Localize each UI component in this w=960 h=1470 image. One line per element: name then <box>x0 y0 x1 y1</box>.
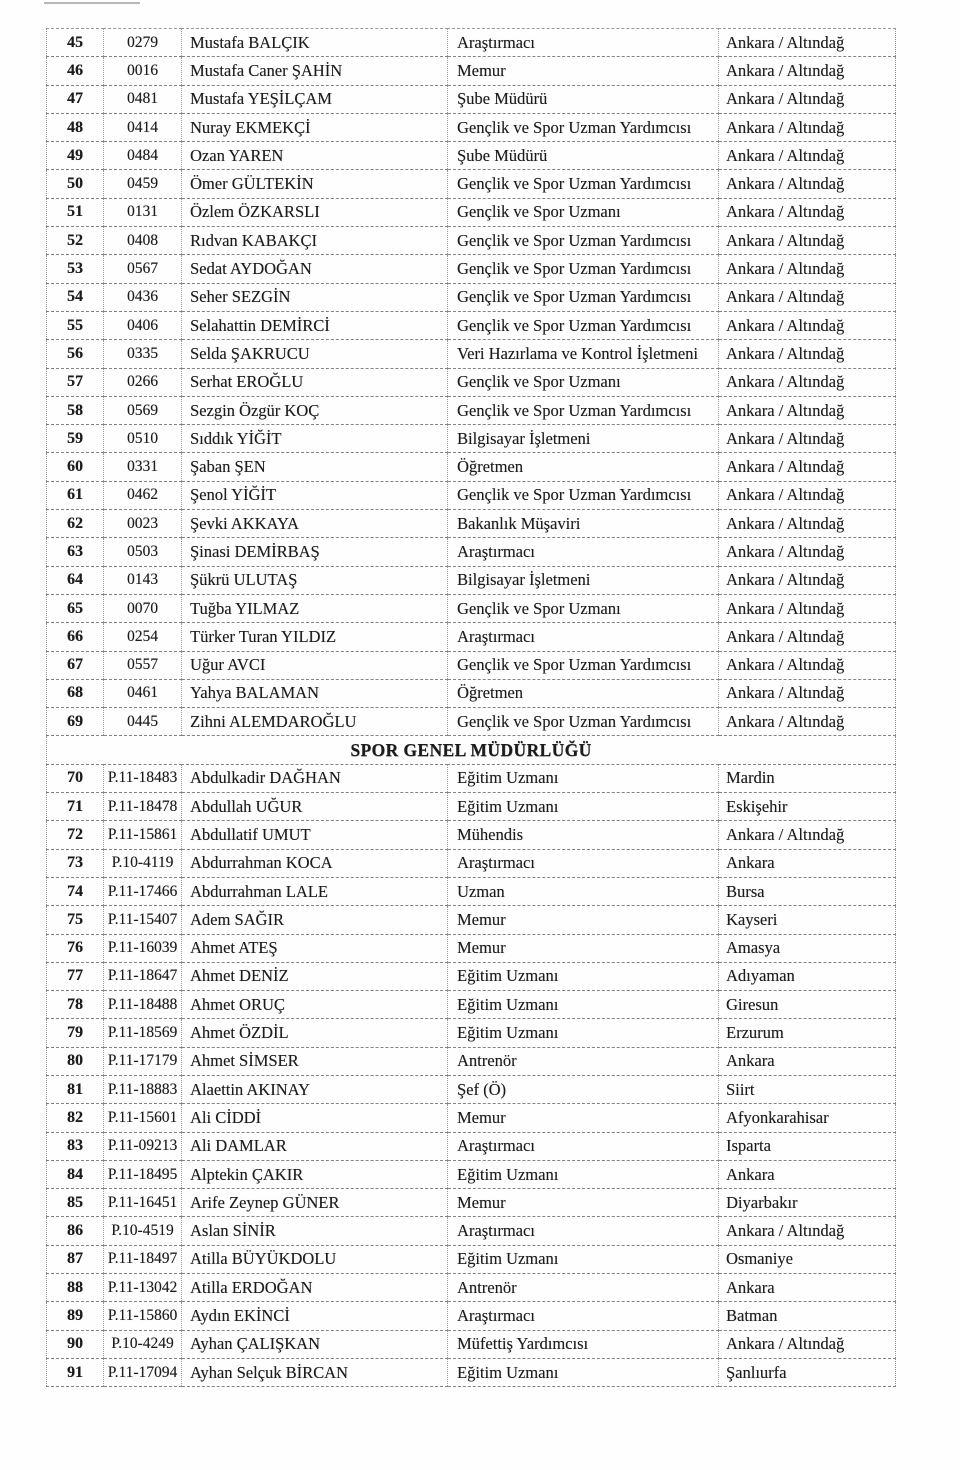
table-row <box>47 227 896 255</box>
person-name-cell: Mustafa YEŞİLÇAM <box>182 85 448 113</box>
job-title-cell: Eğitim Uzmanı <box>448 991 719 1019</box>
location-cell: Ankara / Altındağ <box>719 708 896 736</box>
table-row <box>47 877 896 905</box>
row-number-cell: 72 <box>47 821 104 849</box>
job-title-cell: Şef (Ö) <box>448 1075 719 1103</box>
registry-code-cell: 0406 <box>104 311 182 339</box>
job-title-cell: Öğretmen <box>448 453 719 481</box>
registry-code-cell: 0254 <box>104 623 182 651</box>
person-name-cell: Arife Zeynep GÜNER <box>182 1189 448 1217</box>
person-name-cell: Rıdvan KABAKÇI <box>182 227 448 255</box>
location-cell: Kayseri <box>719 906 896 934</box>
table-body <box>47 29 896 1387</box>
person-name-cell: Ahmet ORUÇ <box>182 991 448 1019</box>
person-name-cell: Şükrü ULUTAŞ <box>182 566 448 594</box>
location-cell: Ankara / Altındağ <box>719 396 896 424</box>
registry-code-cell: P.11-16451 <box>104 1189 182 1217</box>
person-name-cell: Yahya BALAMAN <box>182 679 448 707</box>
table-row <box>47 566 896 594</box>
table-row <box>47 85 896 113</box>
person-name-cell: Ayhan Selçuk BİRCAN <box>182 1358 448 1386</box>
registry-code-cell: P.11-15407 <box>104 906 182 934</box>
registry-code-cell: P.11-13042 <box>104 1274 182 1302</box>
location-cell: Ankara / Altındağ <box>719 340 896 368</box>
location-cell: Isparta <box>719 1132 896 1160</box>
location-cell: Osmaniye <box>719 1245 896 1273</box>
location-cell: Ankara / Altındağ <box>719 594 896 622</box>
location-cell: Ankara / Altındağ <box>719 425 896 453</box>
location-cell: Ankara / Altındağ <box>719 29 896 57</box>
registry-code-cell: P.11-17179 <box>104 1047 182 1075</box>
registry-code-cell: 0481 <box>104 85 182 113</box>
person-name-cell: Abdullah UĞUR <box>182 793 448 821</box>
location-cell: Ankara <box>719 1047 896 1075</box>
person-name-cell: Atilla ERDOĞAN <box>182 1274 448 1302</box>
table-row <box>47 1245 896 1273</box>
job-title-cell: Eğitim Uzmanı <box>448 1019 719 1047</box>
row-number-cell: 75 <box>47 906 104 934</box>
row-number-cell: 62 <box>47 510 104 538</box>
registry-code-cell: P.11-18883 <box>104 1075 182 1103</box>
row-number-cell: 65 <box>47 594 104 622</box>
registry-code-cell: 0023 <box>104 510 182 538</box>
registry-code-cell: 0016 <box>104 57 182 85</box>
location-cell: Ankara / Altındağ <box>719 821 896 849</box>
location-cell: Ankara / Altındağ <box>719 113 896 141</box>
person-name-cell: Atilla BÜYÜKDOLU <box>182 1245 448 1273</box>
row-number-cell: 45 <box>47 29 104 57</box>
row-number-cell: 71 <box>47 793 104 821</box>
table-row <box>47 198 896 226</box>
location-cell: Ankara / Altındağ <box>719 1330 896 1358</box>
job-title-cell: Araştırmacı <box>448 538 719 566</box>
job-title-cell: Mühendis <box>448 821 719 849</box>
registry-code-cell: P.11-18478 <box>104 793 182 821</box>
person-name-cell: Ali CİDDİ <box>182 1104 448 1132</box>
row-number-cell: 78 <box>47 991 104 1019</box>
registry-code-cell: 0131 <box>104 198 182 226</box>
table-row <box>47 651 896 679</box>
row-number-cell: 76 <box>47 934 104 962</box>
row-number-cell: 68 <box>47 679 104 707</box>
person-name-cell: Ali DAMLAR <box>182 1132 448 1160</box>
row-number-cell: 89 <box>47 1302 104 1330</box>
registry-code-cell: P.11-17466 <box>104 877 182 905</box>
job-title-cell: Gençlik ve Spor Uzmanı <box>448 368 719 396</box>
person-name-cell: Ahmet DENİZ <box>182 962 448 990</box>
registry-code-cell: 0279 <box>104 29 182 57</box>
table-row <box>47 1047 896 1075</box>
table-row <box>47 934 896 962</box>
table-row <box>47 708 896 736</box>
location-cell: Ankara <box>719 849 896 877</box>
person-name-cell: Adem SAĞIR <box>182 906 448 934</box>
person-name-cell: Aydın EKİNCİ <box>182 1302 448 1330</box>
person-name-cell: Alptekin ÇAKIR <box>182 1160 448 1188</box>
table-row <box>47 283 896 311</box>
person-name-cell: Abdurrahman LALE <box>182 877 448 905</box>
person-name-cell: Ömer GÜLTEKİN <box>182 170 448 198</box>
location-cell: Ankara / Altındağ <box>719 311 896 339</box>
job-title-cell: Memur <box>448 57 719 85</box>
registry-code-cell: 0335 <box>104 340 182 368</box>
table-row <box>47 113 896 141</box>
location-cell: Ankara / Altındağ <box>719 1217 896 1245</box>
table-row <box>47 623 896 651</box>
table-row <box>47 170 896 198</box>
row-number-cell: 48 <box>47 113 104 141</box>
person-name-cell: Zihni ALEMDAROĞLU <box>182 708 448 736</box>
row-number-cell: 70 <box>47 764 104 792</box>
location-cell: Ankara / Altındağ <box>719 651 896 679</box>
person-name-cell: Mustafa BALÇIK <box>182 29 448 57</box>
person-name-cell: Ozan YAREN <box>182 142 448 170</box>
table-row <box>47 821 896 849</box>
job-title-cell: Eğitim Uzmanı <box>448 962 719 990</box>
table-row <box>47 1160 896 1188</box>
job-title-cell: Gençlik ve Spor Uzman Yardımcısı <box>448 651 719 679</box>
location-cell: Ankara / Altındağ <box>719 57 896 85</box>
job-title-cell: Gençlik ve Spor Uzmanı <box>448 198 719 226</box>
registry-code-cell: 0414 <box>104 113 182 141</box>
person-name-cell: Selda ŞAKRUCU <box>182 340 448 368</box>
person-name-cell: Şevki AKKAYA <box>182 510 448 538</box>
job-title-cell: Araştırmacı <box>448 849 719 877</box>
table-row <box>47 991 896 1019</box>
row-number-cell: 74 <box>47 877 104 905</box>
table-row <box>47 906 896 934</box>
table-row <box>47 1302 896 1330</box>
location-cell: Ankara / Altındağ <box>719 510 896 538</box>
person-name-cell: Ahmet ÖZDİL <box>182 1019 448 1047</box>
job-title-cell: Veri Hazırlama ve Kontrol İşletmeni <box>448 340 719 368</box>
location-cell: Ankara / Altındağ <box>719 227 896 255</box>
person-name-cell: Türker Turan YILDIZ <box>182 623 448 651</box>
row-number-cell: 52 <box>47 227 104 255</box>
person-name-cell: Şaban ŞEN <box>182 453 448 481</box>
row-number-cell: 50 <box>47 170 104 198</box>
row-number-cell: 51 <box>47 198 104 226</box>
location-cell: Ankara / Altındağ <box>719 198 896 226</box>
row-number-cell: 87 <box>47 1245 104 1273</box>
table-row <box>47 142 896 170</box>
table-row <box>47 793 896 821</box>
registry-code-cell: 0445 <box>104 708 182 736</box>
job-title-cell: Araştırmacı <box>448 1132 719 1160</box>
registry-code-cell: 0569 <box>104 396 182 424</box>
location-cell: Adıyaman <box>719 962 896 990</box>
registry-code-cell: P.10-4119 <box>104 849 182 877</box>
table-row <box>47 679 896 707</box>
row-number-cell: 56 <box>47 340 104 368</box>
table-row <box>47 311 896 339</box>
job-title-cell: Gençlik ve Spor Uzman Yardımcısı <box>448 481 719 509</box>
registry-code-cell: 0484 <box>104 142 182 170</box>
location-cell: Eskişehir <box>719 793 896 821</box>
table-row <box>47 1274 896 1302</box>
location-cell: Ankara / Altındağ <box>719 566 896 594</box>
job-title-cell: Gençlik ve Spor Uzman Yardımcısı <box>448 170 719 198</box>
row-number-cell: 73 <box>47 849 104 877</box>
location-cell: Ankara / Altındağ <box>719 538 896 566</box>
row-number-cell: 66 <box>47 623 104 651</box>
job-title-cell: Gençlik ve Spor Uzman Yardımcısı <box>448 708 719 736</box>
row-number-cell: 67 <box>47 651 104 679</box>
row-number-cell: 53 <box>47 255 104 283</box>
table-row <box>47 425 896 453</box>
job-title-cell: Memur <box>448 906 719 934</box>
job-title-cell: Eğitim Uzmanı <box>448 1245 719 1273</box>
job-title-cell: Uzman <box>448 877 719 905</box>
registry-code-cell: P.11-18495 <box>104 1160 182 1188</box>
registry-code-cell: P.11-17094 <box>104 1358 182 1386</box>
table-row <box>47 481 896 509</box>
table-row <box>47 1189 896 1217</box>
location-cell: Bursa <box>719 877 896 905</box>
person-name-cell: Abdurrahman KOCA <box>182 849 448 877</box>
job-title-cell: Bilgisayar İşletmeni <box>448 425 719 453</box>
registry-code-cell: 0266 <box>104 368 182 396</box>
job-title-cell: Araştırmacı <box>448 29 719 57</box>
registry-code-cell: P.11-09213 <box>104 1132 182 1160</box>
location-cell: Erzurum <box>719 1019 896 1047</box>
table-row <box>47 1358 896 1386</box>
registry-code-cell: P.11-18647 <box>104 962 182 990</box>
job-title-cell: Memur <box>448 1189 719 1217</box>
table-row <box>47 1019 896 1047</box>
row-number-cell: 49 <box>47 142 104 170</box>
table-row <box>47 368 896 396</box>
table-row <box>47 1132 896 1160</box>
table-row <box>47 1104 896 1132</box>
location-cell: Mardin <box>719 764 896 792</box>
row-number-cell: 54 <box>47 283 104 311</box>
table-row <box>47 1330 896 1358</box>
registry-code-cell: P.11-18569 <box>104 1019 182 1047</box>
job-title-cell: Bilgisayar İşletmeni <box>448 566 719 594</box>
row-number-cell: 79 <box>47 1019 104 1047</box>
person-name-cell: Alaettin AKINAY <box>182 1075 448 1103</box>
row-number-cell: 47 <box>47 85 104 113</box>
person-name-cell: Ahmet SİMSER <box>182 1047 448 1075</box>
job-title-cell: Gençlik ve Spor Uzman Yardımcısı <box>448 283 719 311</box>
job-title-cell: Antrenör <box>448 1274 719 1302</box>
location-cell: Ankara / Altındağ <box>719 142 896 170</box>
row-number-cell: 63 <box>47 538 104 566</box>
table-row <box>47 453 896 481</box>
location-cell: Ankara / Altındağ <box>719 453 896 481</box>
job-title-cell: Eğitim Uzmanı <box>448 1160 719 1188</box>
table-row <box>47 594 896 622</box>
job-title-cell: Şube Müdürü <box>448 142 719 170</box>
person-name-cell: Aslan SİNİR <box>182 1217 448 1245</box>
registry-code-cell: P.10-4519 <box>104 1217 182 1245</box>
job-title-cell: Eğitim Uzmanı <box>448 793 719 821</box>
table-row <box>47 849 896 877</box>
registry-code-cell: 0461 <box>104 679 182 707</box>
location-cell: Ankara / Altındağ <box>719 679 896 707</box>
row-number-cell: 57 <box>47 368 104 396</box>
section-header-row <box>47 736 896 764</box>
registry-code-cell: P.11-15860 <box>104 1302 182 1330</box>
registry-code-cell: P.11-15861 <box>104 821 182 849</box>
row-number-cell: 55 <box>47 311 104 339</box>
table-row <box>47 764 896 792</box>
job-title-cell: Memur <box>448 934 719 962</box>
location-cell: Afyonkarahisar <box>719 1104 896 1132</box>
row-number-cell: 91 <box>47 1358 104 1386</box>
registry-code-cell: 0070 <box>104 594 182 622</box>
registry-code-cell: P.10-4249 <box>104 1330 182 1358</box>
person-name-cell: Seher SEZGİN <box>182 283 448 311</box>
job-title-cell: Antrenör <box>448 1047 719 1075</box>
location-cell: Giresun <box>719 991 896 1019</box>
registry-code-cell: 0331 <box>104 453 182 481</box>
registry-code-cell: 0567 <box>104 255 182 283</box>
table-row <box>47 396 896 424</box>
person-name-cell: Sezgin Özgür KOÇ <box>182 396 448 424</box>
person-name-cell: Selahattin DEMİRCİ <box>182 311 448 339</box>
person-name-cell: Serhat EROĞLU <box>182 368 448 396</box>
row-number-cell: 83 <box>47 1132 104 1160</box>
registry-code-cell: 0436 <box>104 283 182 311</box>
job-title-cell: Gençlik ve Spor Uzman Yardımcısı <box>448 113 719 141</box>
registry-code-cell: P.11-18488 <box>104 991 182 1019</box>
row-number-cell: 64 <box>47 566 104 594</box>
person-name-cell: Şinasi DEMİRBAŞ <box>182 538 448 566</box>
person-name-cell: Sıddık YİĞİT <box>182 425 448 453</box>
job-title-cell: Araştırmacı <box>448 1302 719 1330</box>
location-cell: Ankara / Altındağ <box>719 85 896 113</box>
location-cell: Ankara / Altındağ <box>719 255 896 283</box>
table-row <box>47 255 896 283</box>
job-title-cell: Eğitim Uzmanı <box>448 764 719 792</box>
location-cell: Amasya <box>719 934 896 962</box>
person-name-cell: Abdullatif UMUT <box>182 821 448 849</box>
row-number-cell: 69 <box>47 708 104 736</box>
row-number-cell: 84 <box>47 1160 104 1188</box>
job-title-cell: Gençlik ve Spor Uzmanı <box>448 594 719 622</box>
registry-code-cell: 0503 <box>104 538 182 566</box>
location-cell: Ankara / Altındağ <box>719 623 896 651</box>
job-title-cell: Gençlik ve Spor Uzman Yardımcısı <box>448 396 719 424</box>
job-title-cell: Öğretmen <box>448 679 719 707</box>
location-cell: Ankara / Altındağ <box>719 368 896 396</box>
row-number-cell: 90 <box>47 1330 104 1358</box>
row-number-cell: 58 <box>47 396 104 424</box>
job-title-cell: Gençlik ve Spor Uzman Yardımcısı <box>448 255 719 283</box>
registry-code-cell: P.11-15601 <box>104 1104 182 1132</box>
person-name-cell: Mustafa Caner ŞAHİN <box>182 57 448 85</box>
person-name-cell: Nuray EKMEKÇİ <box>182 113 448 141</box>
job-title-cell: Gençlik ve Spor Uzman Yardımcısı <box>448 227 719 255</box>
table-row <box>47 538 896 566</box>
table-row <box>47 962 896 990</box>
location-cell: Şanlıurfa <box>719 1358 896 1386</box>
table-row <box>47 57 896 85</box>
person-name-cell: Ahmet ATEŞ <box>182 934 448 962</box>
row-number-cell: 82 <box>47 1104 104 1132</box>
registry-code-cell: P.11-18483 <box>104 764 182 792</box>
registry-code-cell: P.11-16039 <box>104 934 182 962</box>
personnel-table <box>46 28 896 1387</box>
row-number-cell: 59 <box>47 425 104 453</box>
job-title-cell: Bakanlık Müşaviri <box>448 510 719 538</box>
registry-code-cell: P.11-18497 <box>104 1245 182 1273</box>
person-name-cell: Özlem ÖZKARSLI <box>182 198 448 226</box>
location-cell: Ankara / Altındağ <box>719 481 896 509</box>
location-cell: Diyarbakır <box>719 1189 896 1217</box>
job-title-cell: Gençlik ve Spor Uzman Yardımcısı <box>448 311 719 339</box>
row-number-cell: 81 <box>47 1075 104 1103</box>
job-title-cell: Şube Müdürü <box>448 85 719 113</box>
row-number-cell: 61 <box>47 481 104 509</box>
person-name-cell: Şenol YİĞİT <box>182 481 448 509</box>
person-name-cell: Sedat AYDOĞAN <box>182 255 448 283</box>
registry-code-cell: 0510 <box>104 425 182 453</box>
table-row <box>47 1217 896 1245</box>
location-cell: Ankara / Altındağ <box>719 283 896 311</box>
person-name-cell: Uğur AVCI <box>182 651 448 679</box>
registry-code-cell: 0408 <box>104 227 182 255</box>
row-number-cell: 77 <box>47 962 104 990</box>
job-title-cell: Eğitim Uzmanı <box>448 1358 719 1386</box>
location-cell: Ankara <box>719 1274 896 1302</box>
table-row <box>47 1075 896 1103</box>
location-cell: Ankara <box>719 1160 896 1188</box>
row-number-cell: 86 <box>47 1217 104 1245</box>
person-name-cell: Ayhan ÇALIŞKAN <box>182 1330 448 1358</box>
registry-code-cell: 0557 <box>104 651 182 679</box>
registry-code-cell: 0459 <box>104 170 182 198</box>
row-number-cell: 60 <box>47 453 104 481</box>
person-name-cell: Tuğba YILMAZ <box>182 594 448 622</box>
location-cell: Batman <box>719 1302 896 1330</box>
row-number-cell: 46 <box>47 57 104 85</box>
table-row <box>47 29 896 57</box>
registry-code-cell: 0462 <box>104 481 182 509</box>
row-number-cell: 85 <box>47 1189 104 1217</box>
job-title-cell: Araştırmacı <box>448 1217 719 1245</box>
job-title-cell: Müfettiş Yardımcısı <box>448 1330 719 1358</box>
section-header: SPOR GENEL MÜDÜRLÜĞÜ <box>47 736 896 764</box>
location-cell: Siirt <box>719 1075 896 1103</box>
registry-code-cell: 0143 <box>104 566 182 594</box>
row-number-cell: 80 <box>47 1047 104 1075</box>
table-row <box>47 510 896 538</box>
location-cell: Ankara / Altındağ <box>719 170 896 198</box>
person-name-cell: Abdulkadir DAĞHAN <box>182 764 448 792</box>
table-row <box>47 340 896 368</box>
job-title-cell: Araştırmacı <box>448 623 719 651</box>
job-title-cell: Memur <box>448 1104 719 1132</box>
row-number-cell: 88 <box>47 1274 104 1302</box>
scan-artifact-line <box>44 2 140 4</box>
